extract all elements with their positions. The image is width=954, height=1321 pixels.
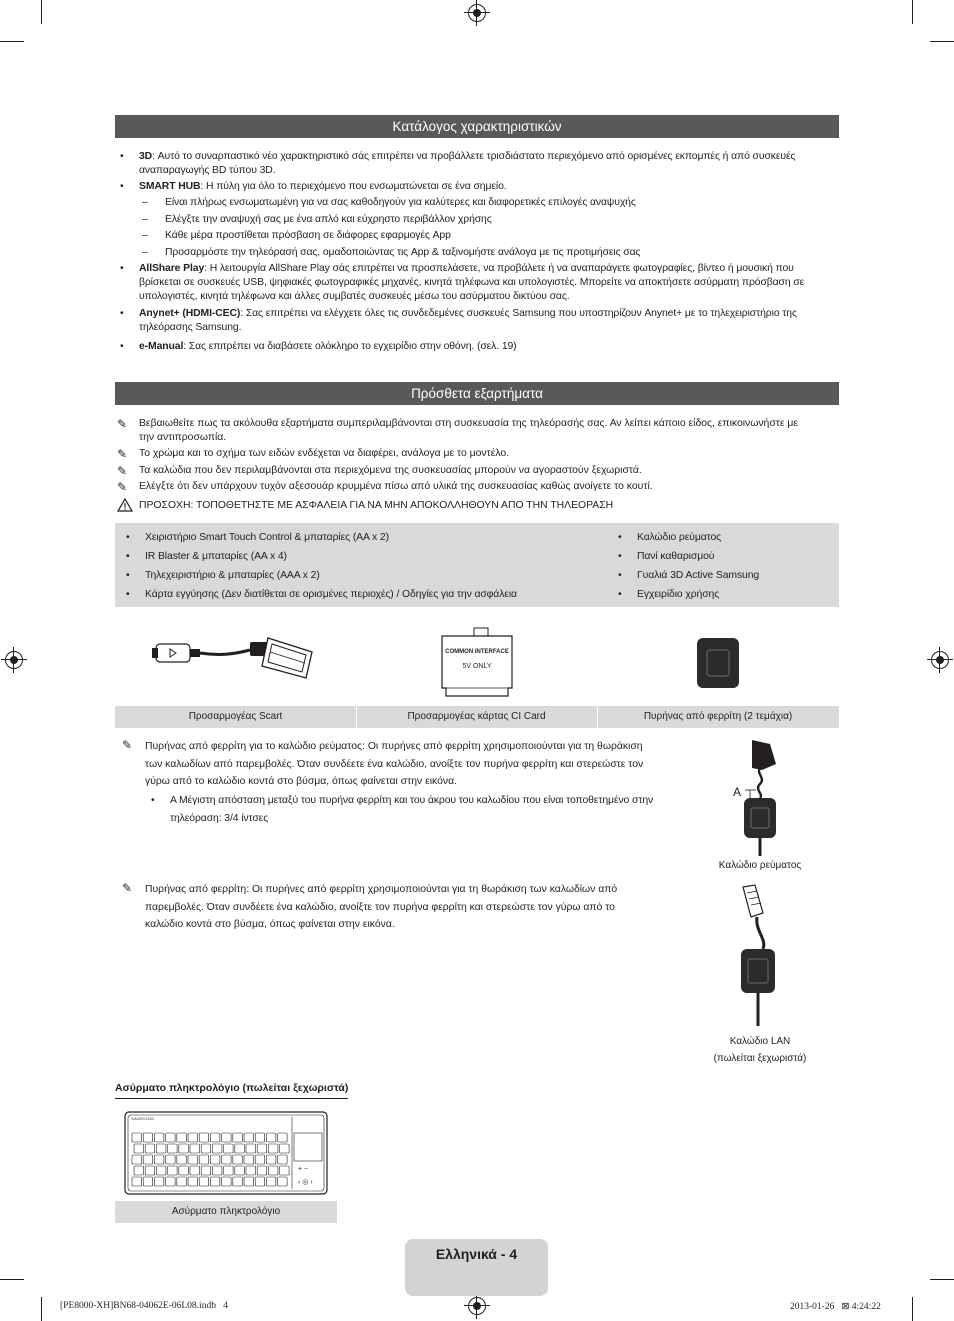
- caution-triangle-icon: [117, 498, 133, 512]
- note-pencil-icon: ✎: [117, 447, 128, 461]
- note-text: Τα καλώδια που δεν περιλαμβάνονται στα περιεχόμενα της συσκευασίας μπορούν να αγοραστούν ξεχωριστά.: [139, 465, 642, 476]
- caution-text: ΠΡΟΣΟΧΗ: ΤΟΠΟΘΕΤΗΣΤΕ ΜΕ ΑΣΦΑΛΕΙΑ ΓΙΑ ΝΑ ΜΗΝ ΑΠΟΚΟΛΛΗΘΟΥΝ ΑΠΟ ΤΗΝ ΤΗΛΕΟΡΑΣΗ: [139, 500, 614, 511]
- accessory-item: • IR Blaster & μπαταρίες (AA x 4): [145, 550, 287, 564]
- keyboard-brand: SAMSUNG: [131, 1116, 155, 1121]
- crop-mark: [41, 0, 42, 24]
- caption-ci-card: Προσαρμογέας κάρτας CI Card: [407, 711, 546, 722]
- feature-emanual: • e-Manual: Σας επιτρέπει να διαβάσετε ολόκληρο το εγχειρίδιο στην οθόνη. (σελ. 19): [139, 340, 839, 354]
- accessory-item: • Πανί καθαρισμού: [637, 550, 714, 564]
- svg-text:+ −: + −: [298, 1166, 309, 1173]
- ferrite-lan-note: Πυρήνας από φερρίτη: Οι πυρήνες από φερρίτη χρησιμοποιούνται για τη θωράκιση των καλωδίων από παρεμβολές. Όταν συνδέετε ένα καλώδιο, ανοίξτε τον πυρήνα φερρίτη και στερεώστε τον γύρω από το καλώδιο κοντά στο βύσμα, όπως φαίνεται στην εικόνα.: [145, 884, 618, 930]
- hub-subitem: – Ελέγξτε την αναψυχή σας με ένα απλό και εύχρηστο περιβάλλον χρήσης: [165, 213, 492, 227]
- crop-mark: [912, 1297, 913, 1321]
- registration-mark-icon: [5, 651, 23, 669]
- page-label: Ελληνικά - 4: [435, 1246, 518, 1262]
- accessory-item: • Τηλεχειριστήριο & μπαταρίες (AAA x 2): [145, 569, 320, 583]
- accessory-item: • Χειριστήριο Smart Touch Control & μπαταρίες (AA x 2): [145, 531, 389, 545]
- ci-card-adapter-illustration: [438, 626, 516, 698]
- keyboard-heading: Ασύρματο πληκτρολόγιο (πωλείται ξεχωριστά): [115, 1082, 348, 1099]
- hub-subitem: – Προσαρμόστε την τηλεόρασή σας, ομαδοποιώντας τις App & ταξινομήστε ανάλογα με τις προτιμήσεις σας: [165, 246, 640, 260]
- feature-3d: • 3D: Αυτό το συναρπαστικό νέο χαρακτηριστικό σάς επιτρέπει να προβάλλετε τρισδιάστατο περιεχόμενο από ορισμένες εκπομπές ή από συσκευές αναπαραγωγής BD τύπου 3D.: [139, 150, 839, 178]
- ferrite-core-illustration: [695, 636, 741, 690]
- note-pencil-icon: ✎: [122, 738, 133, 752]
- caption-power-cable: Καλώδιο ρεύματος: [718, 860, 802, 871]
- section-title-features: Κατάλογος χαρακτηριστικών: [115, 115, 839, 138]
- hub-subitem: – Κάθε μέρα προστίθεται πρόσβαση σε διάφορες εφαρμογές App: [165, 229, 451, 243]
- note-pencil-icon: ✎: [117, 417, 128, 431]
- ci-card-label: COMMON INTERFACE: [445, 649, 509, 655]
- ferrite-power-bullet: • Α Μέγιστη απόσταση μεταξύ του πυρήνα φερρίτη και του άκρου του καλωδίου που είναι τοποθετημένο στην τηλεόραση: 3/4 ίντσες: [170, 792, 700, 827]
- feature-anynet: • Anynet+ (HDMI-CEC): Σας επιτρέπει να ελέγχετε όλες τις συνδεδεμένες συσκευές Samsung που υποστηρίζουν Anynet+ με το τηλεχειριστήριο της τηλεόρασης Samsung.: [139, 307, 839, 335]
- crop-mark: [930, 1279, 954, 1280]
- crop-mark: [41, 1297, 42, 1321]
- note-pencil-icon: ✎: [117, 480, 128, 494]
- note-pencil-icon: ✎: [122, 881, 133, 895]
- registration-mark-icon: [468, 1297, 486, 1315]
- lan-cable-illustration: [733, 883, 783, 1028]
- note-pencil-icon: ✎: [117, 464, 128, 478]
- crop-mark: [0, 1279, 24, 1280]
- wireless-keyboard-illustration: [124, 1111, 328, 1195]
- svg-text:‹ ◎ ›: ‹ ◎ ›: [298, 1179, 313, 1186]
- footer-file-info: [PE8000-XH]BN68-04062E-06L08.indb 4: [60, 1301, 228, 1311]
- crop-mark: [912, 0, 913, 24]
- registration-mark-icon: [468, 4, 486, 22]
- ferrite-power-note: Πυρήνας από φερρίτη για το καλώδιο ρεύματος: Οι πυρήνες από φερρίτη χρησιμοποιούνται για τη θωράκιση των καλωδίων από παρεμβολές. Όταν συνδέετε ένα καλώδιο, ανοίξτε τον πυρήνα φερρίτη και στερεώστε τον γύρω από το καλώδιο κοντά στο βύσμα, όπως φαίνεται στην εικόνα.: [145, 741, 644, 787]
- caption-ferrite: Πυρήνας από φερρίτη (2 τεμάχια): [643, 711, 793, 722]
- accessory-item: • Γυαλιά 3D Active Samsung: [637, 569, 759, 583]
- note-text: Το χρώμα και το σχήμα των ειδών ενδέχεται να διαφέρει, ανάλογα με το μοντέλο.: [139, 448, 510, 459]
- caption-lan-sold-separately: (πωλείται ξεχωριστά): [713, 1053, 807, 1064]
- feature-allshare: • AllShare Play: Η λειτουργία AllShare Play σάς επιτρέπει να προσπελάσετε, να προβάλετε ή να αναπαράγετε φωτογραφίες, βίντεο ή μουσική που βρίσκεται σε συσκευές USB, ψηφιακές φωτογραφικές μηχανές, κινητά τηλέφωνα και υπολογιστές. Μπορείτε να αποκτήσετε ασύρματη πρόσβαση σε υπολογιστές, κινητά τηλέφωνα και άλλες συμβατές συσκευές μέσω του ασύρματου δικτύου σας.: [139, 262, 849, 304]
- footer-timestamp: 2013-01-26 ⊠ 4:24:22: [790, 1302, 881, 1312]
- caption-keyboard: Ασύρματο πληκτρολόγιο: [171, 1206, 281, 1217]
- feature-smart-hub: • SMART HUB: Η πύλη για όλο το περιεχόμενο που ενσωματώνεται σε ένα σημείο.: [139, 180, 839, 194]
- caption-lan-cable: Καλώδιο LAN: [729, 1036, 791, 1047]
- section-title-accessories: Πρόσθετα εξαρτήματα: [115, 382, 839, 405]
- crop-mark: [930, 41, 954, 42]
- accessory-item: • Καλώδιο ρεύματος: [637, 531, 721, 545]
- caption-scart: Προσαρμογέας Scart: [188, 711, 283, 722]
- distance-label-a: A: [733, 785, 742, 799]
- crop-mark: [0, 41, 24, 42]
- registration-mark-icon: [931, 651, 949, 669]
- accessory-item: • Εγχειρίδιο χρήσης: [637, 588, 719, 602]
- hub-subitem: – Είναι πλήρως ενσωματωμένη για να σας καθοδηγούν για καλύτερες και διαφορετικές επιλογές αναψυχής: [165, 196, 636, 210]
- accessory-item: • Κάρτα εγγύησης (Δεν διατίθεται σε ορισμένες περιοχές) / Οδηγίες για την ασφάλεια: [145, 588, 517, 602]
- ci-card-label: 5V ONLY: [462, 663, 492, 670]
- note-text: Βεβαιωθείτε πως τα ακόλουθα εξαρτήματα συμπεριλαμβάνονται στη συσκευασία της τηλεόρασής σας. Αν λείπει κάποιο είδος, επικοινωνήστε με την αντιπροσωπία.: [139, 418, 798, 443]
- note-text: Ελέγξτε ότι δεν υπάρχουν τυχόν αξεσουάρ κρυμμένα πίσω από υλικά της συσκευασίας καθώς ανοίγετε το κουτί.: [139, 481, 653, 492]
- scart-adapter-illustration: [150, 628, 320, 684]
